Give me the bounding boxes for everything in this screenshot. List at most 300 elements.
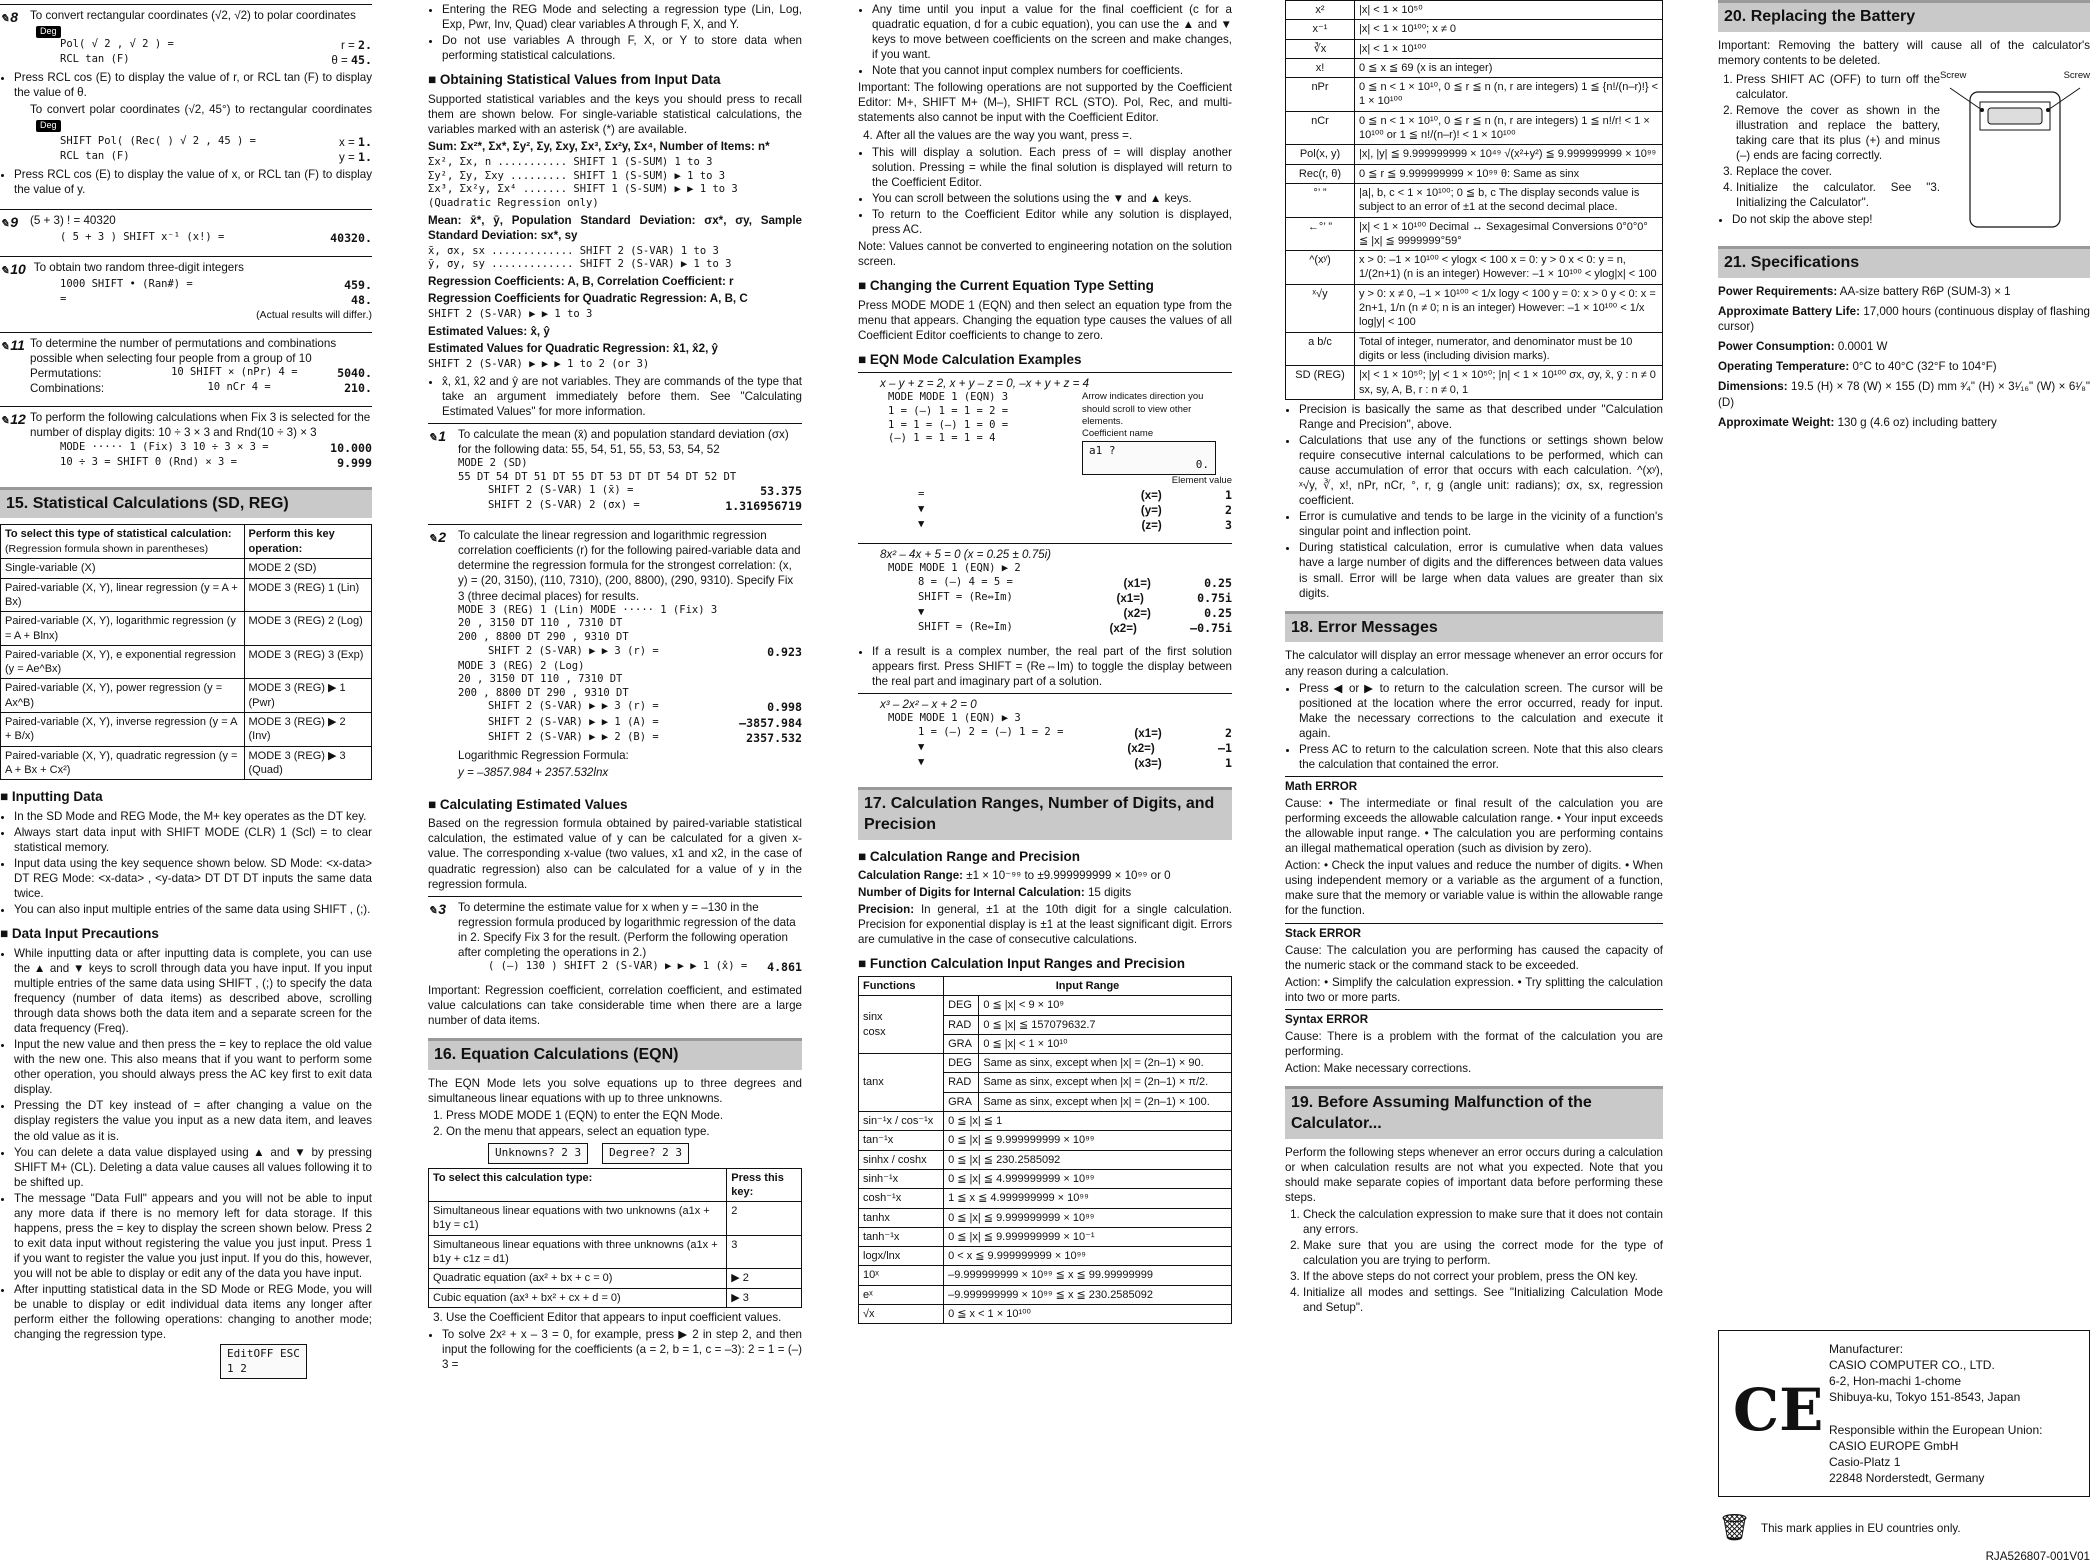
error-action: Action: • Simplify the calculation expression. • Try splitting the calculation into two or more parts. <box>1285 975 1663 1004</box>
table-cell: Same as sinx, except when |x| = (2n–1) × 90. <box>979 1054 1232 1073</box>
table-cell: Paired-variable (X, Y), power regression (y = Ax^B) <box>1 679 245 713</box>
result-value: 1 <box>1225 755 1232 770</box>
result-label: Combinations: <box>30 382 105 396</box>
step: 2. Make sure that you are using the correct mode for the type of calculation you are trying to perform. <box>1303 1238 1663 1268</box>
spec-line <box>1718 415 2090 430</box>
table-row <box>1286 251 1663 285</box>
table-cell: sinx cosx <box>859 996 944 1054</box>
result-value: 0.25 <box>1204 605 1232 620</box>
example-1 <box>428 423 802 521</box>
table-cell: Paired-variable (X, Y), logarithmic regression (y = A + Blnx) <box>1 612 245 646</box>
table-row <box>1286 217 1663 251</box>
key-sequence: ▼ <box>918 740 925 753</box>
table-row <box>1286 20 1663 39</box>
key-sequence: (–) 1 = 1 = 1 = 4 <box>888 432 996 445</box>
key-line: ȳ, σy, sy ............. SHIFT 2 (S-VAR) ▶ 1 to 3 <box>428 258 732 271</box>
result-label: (y=) <box>1140 503 1162 517</box>
example-number: ✎ 8 <box>0 8 22 38</box>
note: • If a result is a complex number, the real part of the first solution appears first. Press SHIFT = (Re⇔Im) to toggle the display between the real part and imaginary part of a solution. <box>872 644 1232 689</box>
key-sequence: 200 , 8800 DT 290 , 9310 DT <box>458 630 629 643</box>
example-2 <box>428 524 802 788</box>
list-item: • You can delete a data value displayed using ▲ and ▼ by pressing SHIFT M+ (CL). Deleting a data value causes all values following it to be shifted up. <box>14 1145 372 1190</box>
table-cell: MODE 3 (REG) ▶ 3 (Quad) <box>244 746 371 780</box>
step: 2. On the menu that appears, select an equation type. <box>446 1124 802 1139</box>
table-cell: Same as sinx, except when |x| = (2n–1) × π/2. <box>979 1073 1232 1092</box>
key-sequence: 10 SHIFT × (nPr) 4 = <box>171 366 298 379</box>
table-row <box>1286 111 1663 145</box>
function-range-table <box>858 976 1232 1324</box>
table-cell: 0 ≦ |x| ≦ 157079632.7 <box>979 1015 1232 1034</box>
result-value: 0.998 <box>767 700 802 715</box>
key-sequence: 200 , 8800 DT 290 , 9310 DT <box>458 686 629 699</box>
table-row <box>1286 332 1663 366</box>
key-sequence: 10 nCr 4 = <box>207 381 271 394</box>
table-row <box>859 1054 1232 1073</box>
bullet-list <box>1285 402 1663 601</box>
key-sequence: 1 = 1 = (–) 1 = 0 = <box>888 418 1009 431</box>
table-cell: |x| < 1 × 10¹⁰⁰ Decimal ↔ Sexagesimal Conversions 0°0°0° ≦ |x| ≦ 9999999°59° <box>1355 217 1663 251</box>
result-label: (x1=) <box>1123 576 1151 590</box>
table-row <box>859 1169 1232 1188</box>
table-cell: 3 <box>727 1235 802 1269</box>
table-row <box>429 1288 802 1307</box>
table-row <box>1 679 372 713</box>
key-sequence: ▼ <box>918 605 925 618</box>
example-text: To determine the number of permutations and combinations possible when selecting four people from a group of 10 <box>30 337 337 366</box>
result-label: x = <box>339 135 355 149</box>
key-sequence: ▼ <box>918 755 925 768</box>
list-item: • To return to the Coefficient Editor while any solution is displayed, press AC. <box>872 207 1232 237</box>
table-row <box>859 996 1232 1015</box>
result-value: –1 <box>1218 740 1232 755</box>
steps-list <box>428 1108 802 1139</box>
spec-value: 19.5 (H) × 78 (W) × 155 (D) mm ³⁄₄" (H) × 3¹⁄₁₆" (W) × 6¹⁄₈" (D) <box>1718 380 2090 409</box>
spec-line <box>1718 304 2090 334</box>
key-sequence: Pol( √ 2 , √ 2 ) = <box>60 38 174 51</box>
table-cell: |a|, b, c < 1 × 10¹⁰⁰; 0 ≦ b, c The display seconds value is subject to an error of ±1 at the second decimal place. <box>1355 183 1663 217</box>
paragraph: Estimated Values for Quadratic Regression: x̂1, x̂2, ŷ <box>428 341 718 355</box>
important-note: Important: Regression coefficient, correlation coefficient, and estimated value calculations can take considerable time when there are a large number of data items. <box>428 983 802 1028</box>
result-value: 0.25 <box>1204 575 1232 590</box>
subsection-title: ■ Data Input Precautions <box>0 925 372 943</box>
list-item: • Note that you cannot input complex numbers for coefficients. <box>872 63 1232 78</box>
table-cell: cosh⁻¹x <box>859 1189 944 1208</box>
lcd-display <box>220 1344 307 1379</box>
spec-value: AA-size battery R6P (SUM-3) × 1 <box>1839 285 2011 299</box>
table-cell: sinh⁻¹x <box>859 1169 944 1188</box>
manufacturer-line: Shibuya-ku, Tokyo 151-8543, Japan <box>1829 1390 2021 1405</box>
list-item: • Error is cumulative and tends to be large in the vicinity of a function's singular point and inflection point. <box>1299 509 1663 539</box>
subsection-title: ■ Changing the Current Equation Type Setting <box>858 277 1232 295</box>
range-value: 15 digits <box>1087 886 1132 900</box>
table-row <box>1 645 372 679</box>
table-cell: x⁻¹ <box>1286 20 1355 39</box>
eqn-type-table <box>428 1168 802 1308</box>
table-row <box>859 1189 1232 1208</box>
key-sequence: 20 , 3150 DT 110 , 7310 DT <box>458 617 623 630</box>
key-sequence: 8 = (–) 4 = 5 = <box>918 575 1013 588</box>
result-value: 5040. <box>337 366 372 381</box>
table-cell: 0 ≦ r ≦ 9.999999999 × 10⁹⁹ θ: Same as sinx <box>1355 164 1663 183</box>
table-cell: ^(xʸ) <box>1286 251 1355 285</box>
screw-label: Screw <box>2063 69 2090 81</box>
calculator-back-icon <box>1940 82 2090 232</box>
example-text: To calculate the linear regression and logarithmic regression correlation coefficients (r) for the following paired-variable data and determine the regression formula for the strongest correlation: (x, y) = (20, 3150), (110, 7310), (200, 8800), (290, 9310). Specify Fix 3 (three decimal places) for results. <box>458 529 801 603</box>
example-text: To convert polar coordinates (√2, 45°) to rectangular coordinates <box>30 103 372 117</box>
ce-logo-icon: CE <box>1733 1375 1824 1444</box>
list-item: • Pressing the DT key instead of = after changing a value on the display registers the value you input as a new data item, and leaves the old value as it is. <box>14 1098 372 1143</box>
error-cause: Cause: There is a problem with the format of the calculation you are performing. <box>1285 1029 1663 1058</box>
table-row <box>859 1266 1232 1285</box>
table-header: Perform this key operation: <box>244 525 371 559</box>
result-value: 10.000 <box>330 440 372 455</box>
section-title: 16. Equation Calculations (EQN) <box>428 1038 802 1070</box>
table-cell: ▶ 3 <box>727 1288 802 1307</box>
key-sequence: MODE MODE 1 (EQN) ▶ 2 <box>888 561 1021 574</box>
result-value: 9.999 <box>337 455 372 470</box>
example-text: To calculate the mean (x̄) and population standard deviation (σx) for the following data: 55, 54, 51, 55, 53, 53, 54, 52 <box>458 427 789 456</box>
note: • Do not skip the above step! <box>1732 212 1940 227</box>
table-row <box>429 1269 802 1288</box>
table-header: Functions <box>859 976 944 995</box>
step: 3. If the above steps do not correct your problem, press the ON key. <box>1303 1269 1663 1284</box>
eqn-example-a <box>858 372 1232 539</box>
table-row <box>1 713 372 747</box>
spec-key: Dimensions: <box>1718 380 1788 394</box>
result-label: Permutations: <box>30 367 102 381</box>
table-cell: 0 < x ≦ 9.999999999 × 10⁹⁹ <box>944 1247 1232 1266</box>
lcd-display <box>1082 441 1216 476</box>
manufacturer-line <box>1829 1405 2079 1421</box>
example-9 <box>0 209 372 252</box>
error-action: Action: Make necessary corrections. <box>1285 1062 1472 1075</box>
table-cell: 0 ≦ x ≦ 69 (x is an integer) <box>1355 58 1663 77</box>
table-row <box>859 1112 1232 1131</box>
table-cell: SD (REG) <box>1286 366 1355 400</box>
key-sequence: MODE 2 (SD) <box>458 456 528 469</box>
example-10 <box>0 256 372 328</box>
table-header: To select this calculation type: <box>429 1168 727 1202</box>
result-value: 0.923 <box>767 644 802 659</box>
table-cell: Total of integer, numerator, and denominator must be 10 digits or less (including division marks). <box>1355 332 1663 366</box>
table-row <box>1286 1 1663 20</box>
range-line <box>858 902 1232 947</box>
section-title: 21. Specifications <box>1718 246 2090 278</box>
battery-illustration <box>1940 70 2090 236</box>
range-value: In general, ±1 at the 10th digit for a single calculation. Precision for exponential display is ±1 at the least significant digit. Errors are cumulative in the case of consecutive calculations. <box>858 903 1232 947</box>
table-row <box>1286 39 1663 58</box>
steps-list <box>1285 1207 1663 1315</box>
table-cell: MODE 2 (SD) <box>244 559 371 578</box>
manufacturer-line: CASIO COMPUTER CO., LTD. <box>1829 1357 1995 1372</box>
list-item: • Input data using the key sequence shown below. SD Mode: <x-data> DT REG Mode: <x-data> , <y-data> DT DT DT inputs the same data twice. <box>14 856 372 901</box>
spec-line <box>1718 339 2090 354</box>
table-cell: x > 0: –1 × 10¹⁰⁰ < ylogx < 100 x = 0: y > 0 x < 0: y = n, 1/(2n+1) (n is an integer) However: –1 × 10¹⁰⁰ < ylog|x| < 100 <box>1355 251 1663 285</box>
mode-badge: Deg <box>36 26 61 38</box>
table-cell: 0 ≦ n < 1 × 10¹⁰, 0 ≦ r ≦ n (n, r are integers) 1 ≦ n!/r! < 1 × 10¹⁰⁰ or 1 ≦ n!/(n–r)! < 1 × 10¹⁰⁰ <box>1355 111 1663 145</box>
result-value: 459. <box>344 278 372 293</box>
example-text: (5 + 3) ! = 40320 <box>30 213 116 227</box>
table-cell: nPr <box>1286 78 1355 112</box>
table-row <box>429 1235 802 1269</box>
stat-mode-table <box>0 524 372 780</box>
table-header: Input Range <box>944 976 1232 995</box>
mode-badge: Deg <box>36 120 61 132</box>
table-cell: ˣ√y <box>1286 284 1355 332</box>
error-title: Syntax ERROR <box>1285 1012 1369 1026</box>
table-row <box>1 559 372 578</box>
step: 1. Press MODE MODE 1 (EQN) to enter the EQN Mode. <box>446 1108 802 1123</box>
step: 3. Use the Coefficient Editor that appears to input coefficient values. <box>446 1310 802 1325</box>
step: 4. After all the values are the way you want, press =. <box>876 128 1232 143</box>
table-cell: x! <box>1286 58 1355 77</box>
column-5 <box>1718 0 2090 1564</box>
manufacturer-line: Casio-Platz 1 <box>1829 1454 1901 1469</box>
table-cell: MODE 3 (REG) 1 (Lin) <box>244 578 371 612</box>
table-row <box>859 1247 1232 1266</box>
spec-key: Operating Temperature: <box>1718 360 1850 374</box>
range-key: Number of Digits for Internal Calculation: <box>858 886 1085 900</box>
key-sequence: SHIFT 2 (S-VAR) ▶ ▶ 1 (A) = <box>488 715 659 728</box>
key-sequence: ▼ <box>918 517 925 530</box>
example-number: ✎ 12 <box>0 410 22 440</box>
key-line: x̄, σx, sx ............. SHIFT 2 (S-VAR) 1 to 3 <box>428 244 719 257</box>
table-cell: |x| < 1 × 10¹⁰⁰ <box>1355 39 1663 58</box>
result-value: 1.316956719 <box>725 499 802 514</box>
equation: x³ – 2x² – x + 2 = 0 <box>880 698 977 712</box>
note: • Press RCL cos (E) to display the value of x, or RCL tan (F) to display the value of y. <box>14 167 372 197</box>
list-item: • Press ◀ or ▶ to return to the calculation screen. The cursor will be positioned at the location where the error occurred, ready for input. Make the necessary corrections to the calculation and execute it again. <box>1299 681 1663 741</box>
key-sequence: 1 = (–) 2 = (–) 1 = 2 = <box>918 725 1064 738</box>
range-line <box>858 868 1232 883</box>
table-cell: tanx <box>859 1054 944 1112</box>
key-sequence: MODE 3 (REG) 2 (Log) <box>458 659 585 672</box>
key-sequence: SHIFT 2 (S-VAR) ▶ ▶ 1 to 3 <box>428 308 593 321</box>
result-value: 4.861 <box>767 959 802 974</box>
table-cell: DEG <box>944 1054 979 1073</box>
result-label: (x2=) <box>1127 741 1155 755</box>
spec-key: Power Consumption: <box>1718 340 1835 354</box>
equation: x – y + z = 2, x + y – z = 0, –x + y + z = 4 <box>880 377 1090 391</box>
step: 1. Check the calculation expression to make sure that it does not contain any errors. <box>1303 1207 1663 1237</box>
table-cell: 0 ≦ |x| ≦ 9.999999999 × 10⁹⁹ <box>944 1208 1232 1227</box>
subsection-title: ■ EQN Mode Calculation Examples <box>858 351 1232 369</box>
table-cell: –9.999999999 × 10⁹⁹ ≦ x ≦ 99.99999999 <box>944 1266 1232 1285</box>
paragraph: Press MODE MODE 1 (EQN) and then select an equation type from the menu that appears. Changing the equation type causes the values of all Coefficient Editor coefficients to change to zero. <box>858 298 1232 342</box>
table-cell: Paired-variable (X, Y), quadratic regression (y = A + Bx + Cx²) <box>1 746 245 780</box>
note: • To solve 2x² + x – 3 = 0, for example, press ▶ 2 in step 2, and then input the following for the coefficients (a = 2, b = 1, c = –3): 2 = 1 = (–) 3 = <box>442 1327 802 1372</box>
manufacturer-line: CASIO EUROPE GmbH <box>1829 1438 1959 1453</box>
table-cell: eˣ <box>859 1285 944 1304</box>
result-value: –3857.984 <box>739 715 802 730</box>
key-sequence: ▼ <box>918 502 925 515</box>
key-sequence: MODE 3 (REG) 1 (Lin) MODE ····· 1 (Fix) 3 <box>458 603 718 616</box>
header-subtext: (Regression formula shown in parentheses) <box>5 542 209 555</box>
note: (Actual results will differ.) <box>256 308 372 321</box>
annotation: Arrow indicates direction you should scroll to view other elements. <box>1082 391 1204 428</box>
key-sequence: MODE MODE 1 (EQN) 3 <box>888 391 1009 404</box>
result-value: 2 <box>1225 502 1232 517</box>
spec-key: Power Requirements: <box>1718 285 1838 299</box>
section-title: 17. Calculation Ranges, Number of Digits, and Precision <box>858 787 1232 840</box>
result-label: (x=) <box>1140 488 1162 502</box>
table-cell: Paired-variable (X, Y), linear regression (y = A + Bx) <box>1 578 245 612</box>
result-value: 0.75i <box>1197 590 1232 605</box>
list-item: • During statistical calculation, error is cumulative when data values have a large number of digits and the differences between data values is small. Error will be large when data values are greater than six digits. <box>1299 540 1663 600</box>
input-list <box>0 809 372 917</box>
range-value: ±1 × 10⁻⁹⁹ to ±9.999999999 × 10⁹⁹ or 0 <box>966 869 1171 883</box>
example-number: ✎ 3 <box>428 900 450 960</box>
list-item: • While inputting data or after inputting data is complete, you can use the ▲ and ▼ keys to scroll through data you have input. If you input multiple entries of the same data using SHIFT , (;) to specify the data frequency (number of data items) as described above, scrolling through data shows both the data item and a separate screen for the data frequency (Freq). <box>14 946 372 1036</box>
example-11 <box>0 332 372 402</box>
column-1 <box>0 0 372 1467</box>
table-cell: °’ ” <box>1286 183 1355 217</box>
eu-note-text: This mark applies in EU countries only. <box>1761 1521 1961 1535</box>
table-row <box>1 746 372 780</box>
manufacturer-line: 22848 Norderstedt, Germany <box>1829 1471 1985 1486</box>
table-row <box>1286 58 1663 77</box>
crossed-bin-icon: 🗑 <box>1718 1512 1752 1543</box>
spec-line <box>1718 284 2090 299</box>
result-value: 3 <box>1225 517 1232 532</box>
table-cell: RAD <box>944 1073 979 1092</box>
subsection-title: ■ Calculation Range and Precision <box>858 848 1232 866</box>
result-label: r = <box>340 39 355 53</box>
list-item: • Always start data input with SHIFT MODE (CLR) 1 (Scl) = to clear statistical memory. <box>14 825 372 855</box>
key-sequence: ( (–) 130 ) SHIFT 2 (S-VAR) ▶ ▶ ▶ 1 (x̂) = <box>488 959 748 972</box>
subsection-title: ■ Function Calculation Input Ranges and Precision <box>858 955 1232 973</box>
error-action: Action: • Check the input values and reduce the number of digits. • When using independent memory or a variable as the argument of a function, make sure that the memory or variable value is within the allowable range for the function. <box>1285 859 1663 918</box>
result-value: 2357.532 <box>746 730 802 745</box>
column-4 <box>1285 0 1663 1467</box>
step: 1. Press SHIFT AC (OFF) to turn off the calculator. <box>1736 72 1940 102</box>
table-row <box>1286 183 1663 217</box>
key-sequence: SHIFT 2 (S-VAR) 1 (x̄) = <box>488 484 634 497</box>
table-header: Press this key: <box>727 1168 802 1202</box>
result-value: 210. <box>344 381 372 396</box>
spec-line <box>1718 379 2090 409</box>
list-item: • Precision is basically the same as that described under "Calculation Range and Precision", above. <box>1299 402 1663 432</box>
table-row <box>859 1150 1232 1169</box>
list-item: • You can also input multiple entries of the same data using SHIFT , (;). <box>14 902 372 917</box>
result-value: 1. <box>358 134 372 149</box>
list-item: • Press AC to return to the calculation screen. Note that this also clears the calculation that contained the error. <box>1299 742 1663 772</box>
header-text: To select this type of statistical calculation: <box>5 528 232 541</box>
result-value: 45. <box>351 53 372 68</box>
table-cell: 10ˣ <box>859 1266 944 1285</box>
table-row <box>1286 145 1663 164</box>
spec-value: 0.0001 W <box>1837 340 1888 354</box>
lcd-line: a1 ? <box>1089 443 1116 457</box>
example-number: ✎ 9 <box>0 213 22 231</box>
paragraph: Regression Coefficients for Quadratic Regression: A, B, C <box>428 292 748 306</box>
equation: 8x² – 4x + 5 = 0 (x = 0.25 ± 0.75i) <box>880 547 1052 561</box>
range-line <box>858 885 1232 900</box>
table-cell: y > 0: x ≠ 0, –1 × 10¹⁰⁰ < 1/x logy < 100 y = 0: x > 0 y < 0: x = 2n+1, 1/n (n ≠ 0; n is an integer) However: –1 × 10¹⁰⁰ < 1/x log|y| < 100 <box>1355 284 1663 332</box>
subsection-title: ■ Obtaining Statistical Values from Input Data <box>428 71 802 89</box>
key-sequence: SHIFT 2 (S-VAR) ▶ ▶ 3 (r) = <box>488 700 659 713</box>
table-row <box>1286 284 1663 332</box>
example-text: To obtain two random three-digit integers <box>33 261 244 275</box>
note: Note: Values cannot be converted to engineering notation on the solution screen. <box>858 239 1232 268</box>
specifications-list <box>1718 284 2090 430</box>
column-3 <box>858 0 1232 1467</box>
formula-label: Logarithmic Regression Formula: <box>458 748 629 762</box>
list-item: • The message "Data Full" appears and you will not be able to input any more data if there is no memory left for data storage. If this happens, press the = key to display the screen shown below. Press 2 to exit data input without registering the value you just input. Press 1 if you want to register the value you just input. If you do this, however, you will not be able to display or edit any of the data you have input. <box>14 1191 372 1281</box>
example-8 <box>0 4 372 205</box>
list-item: • After inputting statistical data in the SD Mode or REG Mode, you will be unable to display or edit individual data items any longer after perform either the following operations: changing to another mode; changing the regression type. <box>14 1282 372 1342</box>
result-value: 1 <box>1225 487 1232 502</box>
key-sequence: 10 ÷ 3 = SHIFT 0 (Rnd) × 3 = <box>60 455 238 468</box>
table-cell: ←°’ ” <box>1286 217 1355 251</box>
key-line: Σx³, Σx²y, Σx⁴ ....... SHIFT 1 (S-SUM) ▶ ▶ 1 to 3 (Quadratic Regression only) <box>428 183 738 209</box>
list-item: • In the SD Mode and REG Mode, the M+ key operates as the DT key. <box>14 809 372 824</box>
error-cause: Cause: The calculation you are performing has caused the capacity of the numeric stack or the command stack to be exceeded. <box>1285 943 1663 972</box>
section-title: 20. Replacing the Battery <box>1718 0 2090 32</box>
example-number: ✎ 11 <box>0 336 22 366</box>
section-title: 18. Error Messages <box>1285 611 1663 643</box>
important-note: Important: The following operations are not supported by the Coefficient Editor: M+, SHIFT M+ (M–), SHIFT RCL (STO). Pol, Rec, and multi-statements also cannot be input with the Coefficient Editor. <box>858 81 1232 125</box>
table-cell: Paired-variable (X, Y), inverse regression (y = A + B/x) <box>1 713 245 747</box>
table-cell: nCr <box>1286 111 1355 145</box>
step: 2. Remove the cover as shown in the illustration and replace the battery, taking care that its plus (+) and minus (–) ends are facing correctly. <box>1736 103 1940 163</box>
lcd-line: 1 2 <box>227 1361 247 1375</box>
lcd-line: EditOFF ESC <box>227 1347 300 1361</box>
key-line: Σy², Σy, Σxy ......... SHIFT 1 (S-SUM) ▶ 1 to 3 <box>428 169 726 182</box>
table-row <box>1286 366 1663 400</box>
key-sequence: MODE ····· 1 (Fix) 3 10 ÷ 3 × 3 = <box>60 440 269 453</box>
key-sequence: 1000 SHIFT • (Ran#) = <box>60 278 193 291</box>
list-item: • Input the new value and then press the = key to replace the old value with the new one. This also means that if you want to perform some other operation, you should always press the AC key first to exit data display. <box>14 1037 372 1097</box>
eu-note <box>1718 1511 2090 1545</box>
table-cell: 2 <box>727 1202 802 1236</box>
result-label: y = <box>339 150 355 164</box>
key-sequence: 1 = (–) 1 = 1 = 2 = <box>888 405 1009 418</box>
result-value: 53.375 <box>760 484 802 499</box>
error-title: Math ERROR <box>1285 779 1358 793</box>
result-label: (x1=) <box>1116 591 1144 605</box>
key-list <box>428 156 802 211</box>
section-title: 19. Before Assuming Malfunction of the Calculator... <box>1285 1086 1663 1139</box>
bullet-list <box>858 145 1232 237</box>
table-cell: 0 ≦ |x| < 9 × 10⁹ <box>979 996 1232 1015</box>
table-cell: 0 ≦ |x| ≦ 4.999999999 × 10⁹⁹ <box>944 1169 1232 1188</box>
key-sequence: ( 5 + 3 ) SHIFT x⁻¹ (x!) = <box>60 231 225 244</box>
range-key: Precision: <box>858 903 915 917</box>
manufacturer-box <box>1718 1330 2090 1498</box>
error-cause: Cause: • The intermediate or final result of the calculation you are performing exceeds the allowable calculation range. • Your input exceeds the allowable input range. • The calculation you are performing contains an illegal mathematical operation (such as division by zero). <box>1285 797 1663 856</box>
table-cell: RAD <box>944 1015 979 1034</box>
formula: y = –3857.984 + 2357.532lnx <box>458 765 609 779</box>
table-row <box>1286 78 1663 112</box>
screw-label: Screw <box>1940 69 1967 81</box>
lcd-line: 0. <box>1195 458 1209 472</box>
bullet-list <box>858 2 1232 78</box>
example-text: To determine the estimate value for x when y = –130 in the regression formula produced by logarithmic regression of the data in 2. Specify Fix 3 for the result. (Perform the following operation after completing the operations in 2.) <box>458 900 796 959</box>
note: • Press RCL cos (E) to display the value of r, or RCL tan (F) to display the value of θ. <box>14 70 372 100</box>
table-cell: 0 ≦ x < 1 × 10¹⁰⁰ <box>944 1304 1232 1323</box>
key-sequence: RCL tan (F) <box>60 53 130 66</box>
list-item: • Calculations that use any of the functions or settings shown below require consecutive internal calculations to be performed, which can cause accumulation of error that occurs with each calculation. ^(xʸ), ˣ√y, ∛, x!, nPr, nCr, °, r, g (angle unit: radians); σx, sx, regression coefficient. <box>1299 433 1663 508</box>
table-cell: GRA <box>944 1092 979 1111</box>
table-cell: MODE 3 (REG) ▶ 1 (Pwr) <box>244 679 371 713</box>
paragraph: Sum: Σx²*, Σx*, Σy², Σy, Σxy, Σx³, Σx²y, Σx⁴, Number of Items: n* <box>428 139 770 153</box>
table-row <box>859 1227 1232 1246</box>
annotation: Coefficient name <box>1082 428 1154 440</box>
key-sequence: SHIFT Pol( (Rec( ) √ 2 , 45 ) = <box>60 134 256 147</box>
bullet-list <box>428 2 802 63</box>
key-sequence: SHIFT 2 (S-VAR) ▶ ▶ ▶ 1 to 2 (or 3) <box>428 357 650 370</box>
